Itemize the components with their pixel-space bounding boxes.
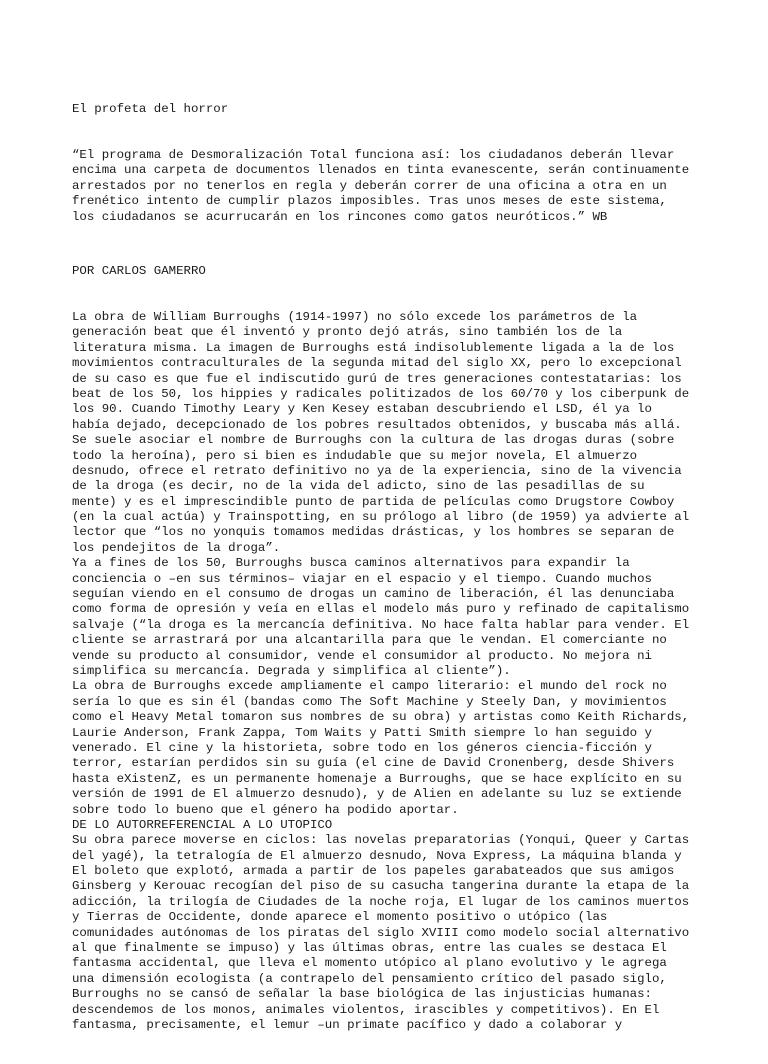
- text-line: los pendejitos de la droga”.: [72, 540, 281, 555]
- quote-line: los ciudadanos se acurrucarán en los rincones como gatos neuróticos.” WB: [72, 209, 608, 224]
- text-line: generación beat que él inventó y pronto dejó atrás, sino también los de la: [72, 325, 623, 340]
- text-line: movimientos contraculturales de la segunda mitad del siglo XX, pero lo excepcional: [72, 356, 682, 371]
- quote-line: encima una carpeta de documentos llenados en tinta evanescente, serán continuamente: [72, 163, 690, 178]
- document-title: El profeta del horror: [72, 101, 229, 116]
- text-line: desnudo, ofrece el retrato definitivo no ya de la experiencia, sino de la vivencia: [72, 463, 682, 478]
- text-line: El boleto que explotó, armada a partir de los papeles garabateados que sus amigos: [72, 864, 675, 879]
- text-line: todo la heroína), pero si bien es indudable que su mejor novela, El almuerzo: [72, 448, 638, 463]
- text-line: cliente se arrastrará por una alcantarilla para que le vendan. El comerciante no: [72, 633, 667, 648]
- text-line: descendemos de los monos, animales violentos, irascibles y competitivos). En El: [72, 1002, 660, 1017]
- text-line: había dejado, decepcionado de los pobres resultados obtenidos, y buscaba más allá.: [72, 417, 682, 432]
- quote-line: arrestados por no tenerlos en regla y deberán correr de una oficina a otra en un: [72, 178, 667, 193]
- text-line: sería lo que es sin él (bandas como The Soft Machine y Steely Dan, y movimientos: [72, 694, 667, 709]
- text-line: y Tierras de Occidente, donde aparece el momento positivo o utópico (las: [72, 910, 608, 925]
- text-line: fantasma, precisamente, el lemur –un primate pacífico y dado a colaborar y: [72, 1017, 623, 1032]
- text-line: simplifica su mercancía. Degrada y simplifica al cliente”).: [72, 664, 511, 678]
- text-line: de su caso es que fue el indiscutido gurú de tres generaciones contestatarias: los: [72, 371, 682, 386]
- text-line: terror, estarían perdidos sin su guía (el cine de David Cronenberg, desde Shivers: [72, 756, 675, 771]
- text-line: Laurie Anderson, Frank Zappa, Tom Waits y Patti Smith siempre lo han seguido y: [72, 725, 652, 740]
- text-line: Burroughs no se cansó de señalar la base biológica de las injusticias humanas:: [72, 987, 652, 1002]
- text-line: como forma de opresión y veía en ellas el modelo más puro y refinado de capitalismo: [72, 602, 690, 617]
- text-line: de la droga (es decir, no de la vida del adicto, sino de las pesadillas de su: [72, 479, 645, 494]
- text-line: La obra de William Burroughs (1914-1997) no sólo excede los parámetros de la: [72, 310, 638, 325]
- text-line: del yagé), la tetralogía de El almuerzo desnudo, Nova Express, La máquina blanda y: [72, 848, 682, 863]
- text-line: mente) y es el imprescindible punto de partida de películas como Drugstore Cowboy: [72, 494, 675, 509]
- text-line: como el Heavy Metal tomaron sus nombres de su obra) y artistas como Keith Richards,: [72, 710, 690, 725]
- section-heading: DE LO AUTORREFERENCIAL A LO UTOPICO: [72, 817, 333, 832]
- text-line: sobre todo lo bueno que el género ha podido aportar.: [72, 802, 459, 817]
- text-line: al que finalmente se impuso) y las últimas obras, entre las cuales se destaca El: [72, 941, 667, 956]
- text-line: comunidades autónomas de los piratas del siglo XVIII como modelo social alternativo: [72, 925, 690, 940]
- article-text: [72, 310, 712, 1033]
- text-line: Ya a fines de los 50, Burroughs busca caminos alternativos para expandir la: [72, 556, 630, 571]
- text-line: adicción, la trilogía de Ciudades de la noche roja, El lugar de los caminos muertos: [72, 894, 690, 909]
- text-line: beat de los 50, los hippies y radicales politizados de los 60/70 y los ciberpunk de: [72, 386, 690, 401]
- text-line: lector que “los no yonquis tomamos medidas drásticas, y los hombres se separan de: [72, 525, 675, 540]
- byline: POR CARLOS GAMERRO: [72, 263, 206, 278]
- text-line: seguían viendo en el consumo de drogas un camino de liberación, él las denunciaba: [72, 587, 675, 602]
- text-line: Su obra parece moverse en ciclos: las novelas preparatorias (Yonqui, Queer y Cartas: [72, 833, 690, 848]
- text-line: salvaje (“la droga es la mercancía definitiva. No hace falta hablar para vender. El: [72, 617, 690, 632]
- quote-line: “El programa de Desmoralización Total funciona así: los ciudadanos deberán llevar: [72, 148, 675, 163]
- text-line: versión de 1991 de El almuerzo desnudo), y de Alien en adelante su luz se extiende: [72, 787, 682, 802]
- quote-line: frenético intento de cumplir plazos imposibles. Tras unos meses de este sistema,: [72, 194, 667, 209]
- text-line: fantasma accidental, que lleva el momento utópico al plano evolutivo y le agrega: [72, 956, 667, 971]
- text-line: vende su producto al consumidor, vende el consumidor al producto. No mejora ni: [72, 648, 652, 663]
- text-line: conciencia o –en sus términos– viajar en el espacio y el tiempo. Cuando muchos: [72, 571, 652, 586]
- text-line: Se suele asociar el nombre de Burroughs con la cultura de las drogas duras (sobre: [72, 433, 675, 448]
- text-line: venerado. El cine y la historieta, sobre todo en los géneros ciencia-ficción y: [72, 740, 652, 755]
- text-line: una dimensión ecologista (a contrapelo del pensamiento crítico del pasado siglo,: [72, 971, 667, 986]
- text-line: (en la cual actúa) y Trainspotting, en su prólogo al libro (de 1959) ya advierte al: [72, 510, 690, 525]
- intro-block: [72, 71, 712, 256]
- epigraph-quote: [72, 148, 712, 225]
- text-line: La obra de Burroughs excede ampliamente el campo literario: el mundo del rock no: [72, 679, 667, 694]
- text-line: hasta eXistenZ, es un permanente homenaje a Burroughs, que se hace explícito en su: [72, 771, 682, 786]
- text-line: Ginsberg y Kerouac recogían del piso de su casucha tangerina durante la etapa de la: [72, 879, 690, 894]
- article-body: [72, 233, 712, 1064]
- text-line: literatura misma. La imagen de Burroughs está indisolublemente ligada a la de los: [72, 340, 675, 355]
- text-line: los 90. Cuando Timothy Leary y Ken Kesey estaban descubriendo el LSD, él ya lo: [72, 402, 652, 417]
